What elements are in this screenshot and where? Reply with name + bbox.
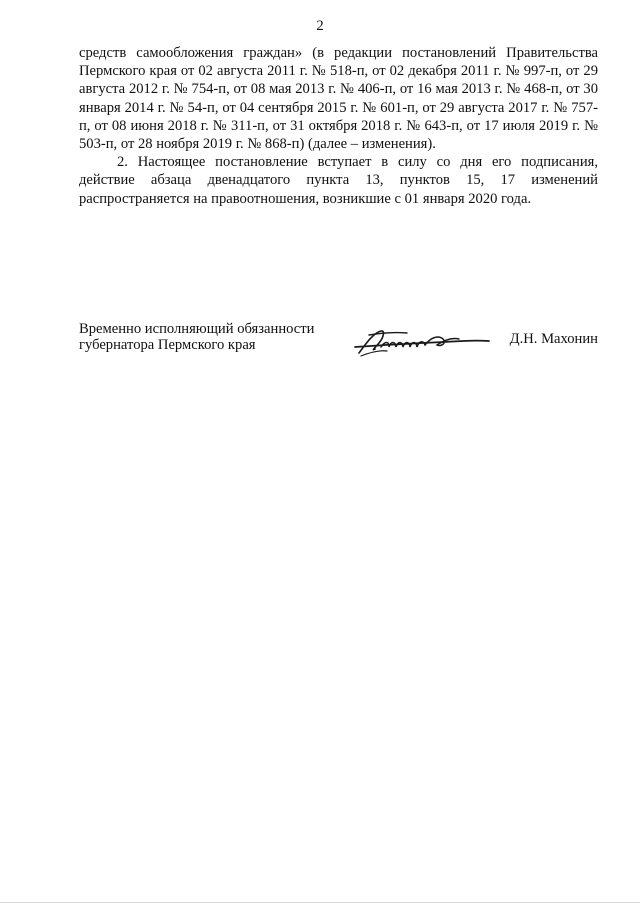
signatory-position bbox=[79, 321, 314, 353]
page-bottom-edge bbox=[0, 902, 640, 903]
document-body bbox=[79, 44, 598, 208]
signature-block bbox=[79, 321, 598, 361]
paragraph-item-2: 2. Настоящее постановление вступает в силу со дня его подписания, действие абзаца двенадцатого пункта 13, пунктов 15, 17 изменений распространяется на правоотношения, возникшие с 01 января 2020 года. bbox=[79, 154, 598, 207]
signatory-position-line-1: Временно исполняющий обязанности bbox=[79, 321, 315, 337]
handwritten-signature bbox=[351, 323, 501, 359]
page-number: 2 bbox=[316, 18, 324, 34]
signatory-position-line-2: губернатора Пермского края bbox=[79, 337, 256, 353]
paragraph-continuation: средств самообложения граждан» (в редакции постановлений Правительства Пермского края от 02 августа 2011 г. № 518-п, от 02 декабря 2011 г. № 997-п, от 29 августа 2012 г. № 754-п, от 08 мая 2013 г. № 406-п, от 16 мая 2013 г. № 468-п, от 30 января 2014 г. № 54-п, от 04 сентября 2015 г. № 601-п, от 29 августа 2017 г. № 757-п, от 08 июня 2018 г. № 311-п, от 31 октября 2018 г. № 643-п, от 17 июля 2019 г. № 503-п, от 28 ноября 2019 г. № 868-п) (далее – изменения). bbox=[79, 45, 598, 153]
signatory-name: Д.Н. Махонин bbox=[509, 331, 598, 347]
